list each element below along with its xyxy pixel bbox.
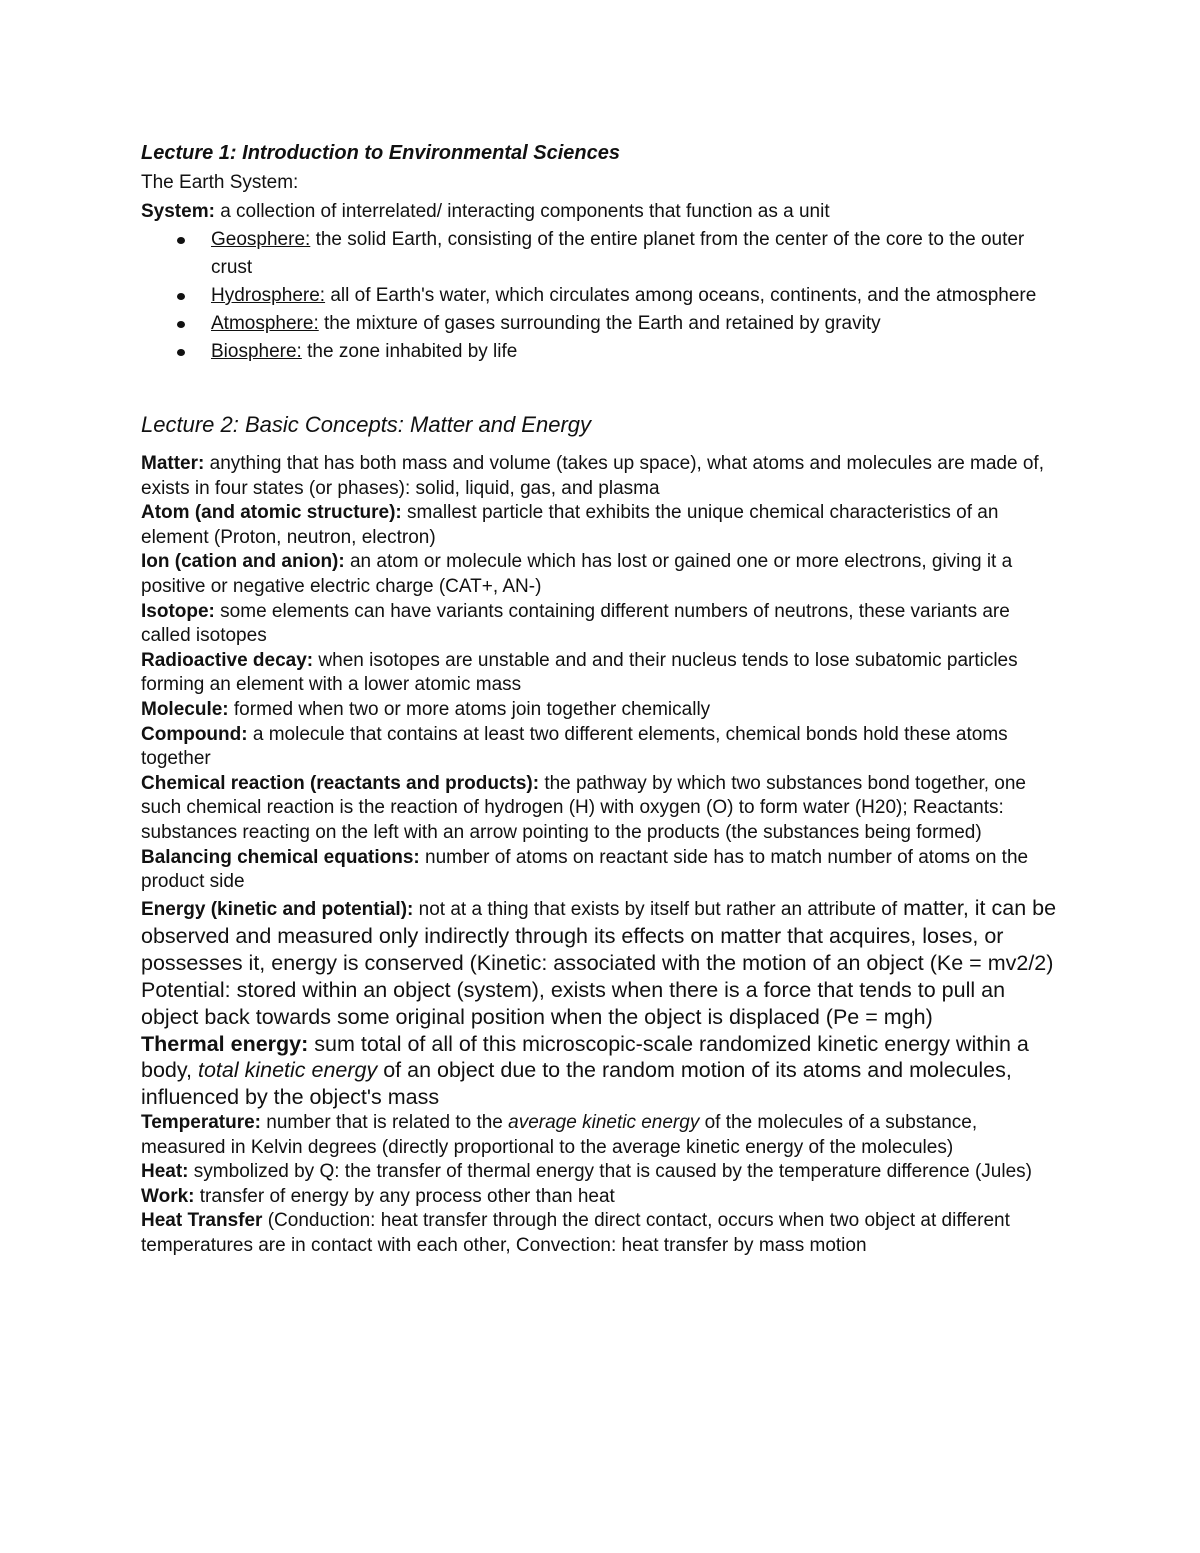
temperature-term: Temperature:	[141, 1112, 262, 1134]
list-item-geosphere	[211, 226, 1061, 282]
earth-spheres-list	[141, 226, 1061, 366]
energy-text-first-line: not at a thing that exists by itself but rather an attribute of	[413, 898, 898, 920]
bullet-icon	[177, 321, 185, 328]
system-term: System:	[141, 201, 215, 222]
temperature-text-end: of the molecules of a substance, measured in Kelvin degrees (directly proportional to the average kinetic energy of the molecules)	[141, 1112, 978, 1158]
definition-compound	[141, 723, 1061, 772]
atom-text: smallest particle that exhibits the unique chemical characteristics of an element (Proton, neutron, electron)	[141, 502, 999, 548]
system-definition	[141, 197, 1061, 226]
chemical-reaction-term: Chemical reaction (reactants and products):	[141, 772, 540, 794]
definition-energy	[141, 895, 1061, 1031]
energy-text: matter, it can be observed and measured only indirectly through its effects on matter that acquires, loses, or possesses it, energy is conserved (Kinetic: associated with the motion of an object (Ke = mv2/2) Potential: stored within an object (system), exists when there is a force that tends to pull an object back towards some original position when the object is displaced (Pe = mgh)	[141, 895, 1057, 1029]
biosphere-text: the zone inhabited by life	[301, 341, 518, 362]
heat-transfer-text: (Conduction: heat transfer through the direct contact, occurs when two object at different temperatures are in contact with each other, Convection: heat transfer by mass motion	[141, 1210, 1010, 1257]
definition-heat-transfer	[141, 1209, 1061, 1258]
work-text: transfer of energy by any process other than heat	[194, 1185, 615, 1207]
balancing-equations-text: number of atoms on reactant side has to match number of atoms on the product side	[141, 846, 1029, 893]
ion-term: Ion (cation and anion):	[141, 551, 345, 573]
bullet-icon	[177, 293, 185, 300]
definition-heat	[141, 1160, 1061, 1185]
thermal-energy-text: sum total of all of this microscopic-scale randomized kinetic energy within a body,	[141, 1031, 1029, 1083]
compound-text: a molecule that contains at least two different elements, chemical bonds hold these atoms together	[141, 723, 1008, 770]
temperature-emphasis: average kinetic energy	[508, 1112, 700, 1134]
definition-thermal-energy	[141, 1031, 1061, 1111]
biosphere-term: Biosphere:	[211, 341, 302, 362]
lecture-2-definitions	[141, 452, 1061, 1259]
definition-ion	[141, 550, 1061, 599]
definition-chemical-reaction	[141, 772, 1061, 846]
heat-transfer-term: Heat Transfer	[141, 1210, 263, 1232]
definition-matter	[141, 452, 1061, 501]
compound-term: Compound:	[141, 723, 248, 745]
radioactive-decay-term: Radioactive decay:	[141, 649, 314, 671]
energy-term: Energy (kinetic and potential):	[141, 898, 414, 920]
geosphere-text: the solid Earth, consisting of the entire planet from the center of the core to the outer crust	[211, 229, 1025, 278]
radioactive-decay-text: when isotopes are unstable and and their nucleus tends to lose subatomic particles forming an element with a lower atomic mass	[141, 649, 1018, 696]
earth-system-subtitle: The Earth System:	[141, 172, 299, 193]
atmosphere-term: Atmosphere:	[211, 313, 319, 334]
definition-atom	[141, 501, 1061, 550]
definition-balancing-equations	[141, 846, 1061, 895]
hydrosphere-text: all of Earth's water, which circulates among oceans, continents, and the atmosphere	[325, 285, 1037, 306]
chemical-reaction-text: the pathway by which two substances bond together, one such chemical reaction is the reaction of hydrogen (H) with oxygen (O) to form water (H20); Reactants: substances reacting on the left with an arrow pointing to the products (the substances being formed)	[141, 772, 1026, 843]
work-term: Work:	[141, 1185, 195, 1207]
list-item-atmosphere	[211, 310, 1061, 338]
heat-text: symbolized by Q: the transfer of thermal energy that is caused by the temperature difference (Jules)	[188, 1161, 1032, 1183]
thermal-energy-term: Thermal energy:	[141, 1031, 309, 1056]
system-text: a collection of interrelated/ interacting components that function as a unit	[214, 201, 830, 222]
temperature-text: number that is related to the	[261, 1112, 509, 1134]
geosphere-term: Geosphere:	[211, 229, 311, 250]
definition-molecule	[141, 698, 1061, 723]
list-item-hydrosphere	[211, 282, 1061, 310]
lecture-1-title: Lecture 1: Introduction to Environmental Sciences	[141, 142, 620, 164]
matter-text: anything that has both mass and volume (takes up space), what atoms and molecules are made of, exists in four states (or phases): solid, liquid, gas, and plasma	[141, 453, 1044, 499]
definition-temperature	[141, 1111, 1061, 1160]
isotope-term: Isotope:	[141, 600, 215, 622]
bullet-icon	[177, 237, 185, 244]
definition-radioactive-decay	[141, 649, 1061, 698]
balancing-equations-term: Balancing chemical equations:	[141, 846, 420, 868]
list-item-biosphere	[211, 338, 1061, 366]
ion-text: an atom or molecule which has lost or gained one or more electrons, giving it a positive or negative electric charge (CAT+, AN-)	[141, 551, 1013, 597]
definition-isotope	[141, 600, 1061, 649]
atom-term: Atom (and atomic structure):	[141, 502, 402, 524]
hydrosphere-term: Hydrosphere:	[211, 285, 326, 306]
thermal-energy-emphasis: total kinetic energy	[197, 1058, 378, 1083]
isotope-text: some elements can have variants containing different numbers of neutrons, these variants are called isotopes	[141, 600, 1010, 647]
heat-term: Heat:	[141, 1161, 189, 1183]
molecule-text: formed when two or more atoms join together chemically	[228, 698, 711, 720]
document-page	[141, 138, 1061, 1259]
lecture-2-title: Lecture 2: Basic Concepts: Matter and Energy	[141, 412, 592, 437]
definition-work	[141, 1185, 1061, 1210]
thermal-energy-text-end: of an object due to the random motion of its atoms and molecules, influenced by the object's mass	[141, 1058, 1012, 1110]
molecule-term: Molecule:	[141, 698, 229, 720]
bullet-icon	[177, 349, 185, 356]
matter-term: Matter:	[141, 453, 205, 474]
atmosphere-text: the mixture of gases surrounding the Earth and retained by gravity	[318, 313, 881, 334]
